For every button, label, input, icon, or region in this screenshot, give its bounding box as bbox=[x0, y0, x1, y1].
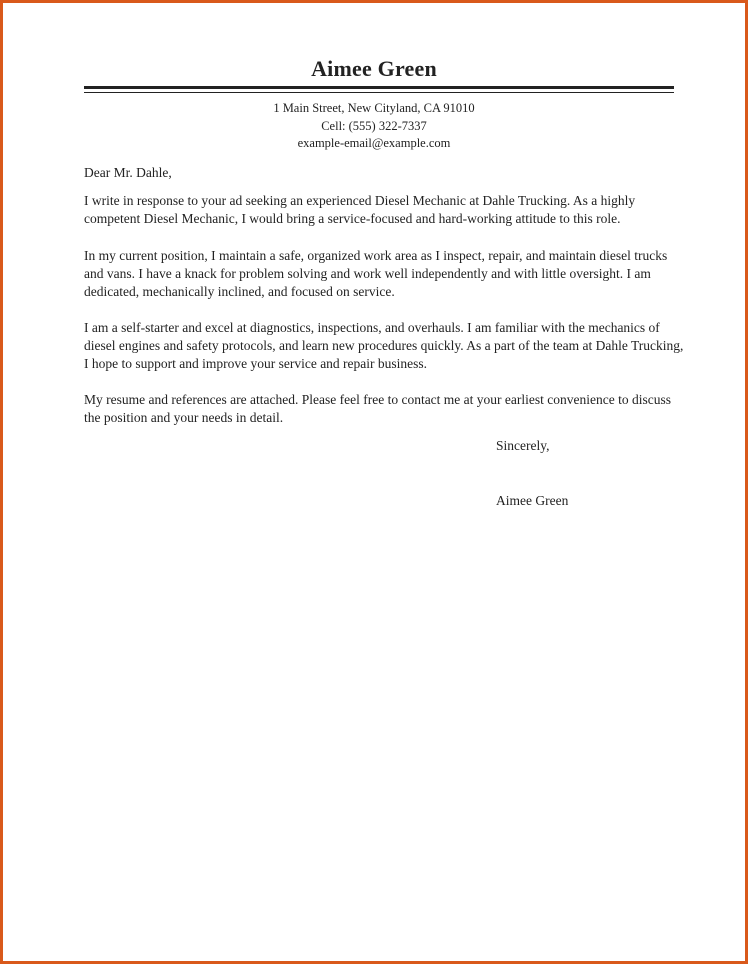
header-rule-thick bbox=[84, 86, 674, 89]
paragraph-2: In my current position, I maintain a safe, organized work area as I inspect, repair, and maintain diesel trucks and vans. I have a knack for problem solving and work well independently and with little oversight. I am dedicated, mechanically inclined, and focused on service. bbox=[84, 248, 668, 299]
paragraph-1: I write in response to your ad seeking an experienced Diesel Mechanic at Dahle Trucking. As a highly competent Diesel Mechanic, I would bring a service-focused and hard-working attitude to this role. bbox=[84, 193, 636, 226]
salutation: Dear Mr. Dahle, bbox=[84, 165, 172, 180]
paragraph-4: My resume and references are attached. Please feel free to contact me at your earliest convenience to discuss the position and your needs in detail. bbox=[84, 392, 671, 425]
letter-page bbox=[6, 6, 742, 958]
header-rule-thin bbox=[84, 92, 674, 93]
sender-address: 1 Main Street, New Cityland, CA 91010 bbox=[273, 101, 475, 115]
closing: Sincerely, bbox=[496, 438, 550, 453]
sender-cell: Cell: (555) 322-7337 bbox=[321, 119, 427, 133]
paragraph-3: I am a self-starter and excel at diagnostics, inspections, and overhauls. I am familiar with the mechanics of diesel engines and safety protocols, and learn new procedures quickly. As a part of the team at Dahle Trucking, I hope to support and improve your service and repair business. bbox=[84, 320, 684, 371]
signature-name: Aimee Green bbox=[496, 493, 569, 508]
sender-email: example-email@example.com bbox=[297, 136, 451, 150]
sender-name: Aimee Green bbox=[311, 56, 437, 81]
